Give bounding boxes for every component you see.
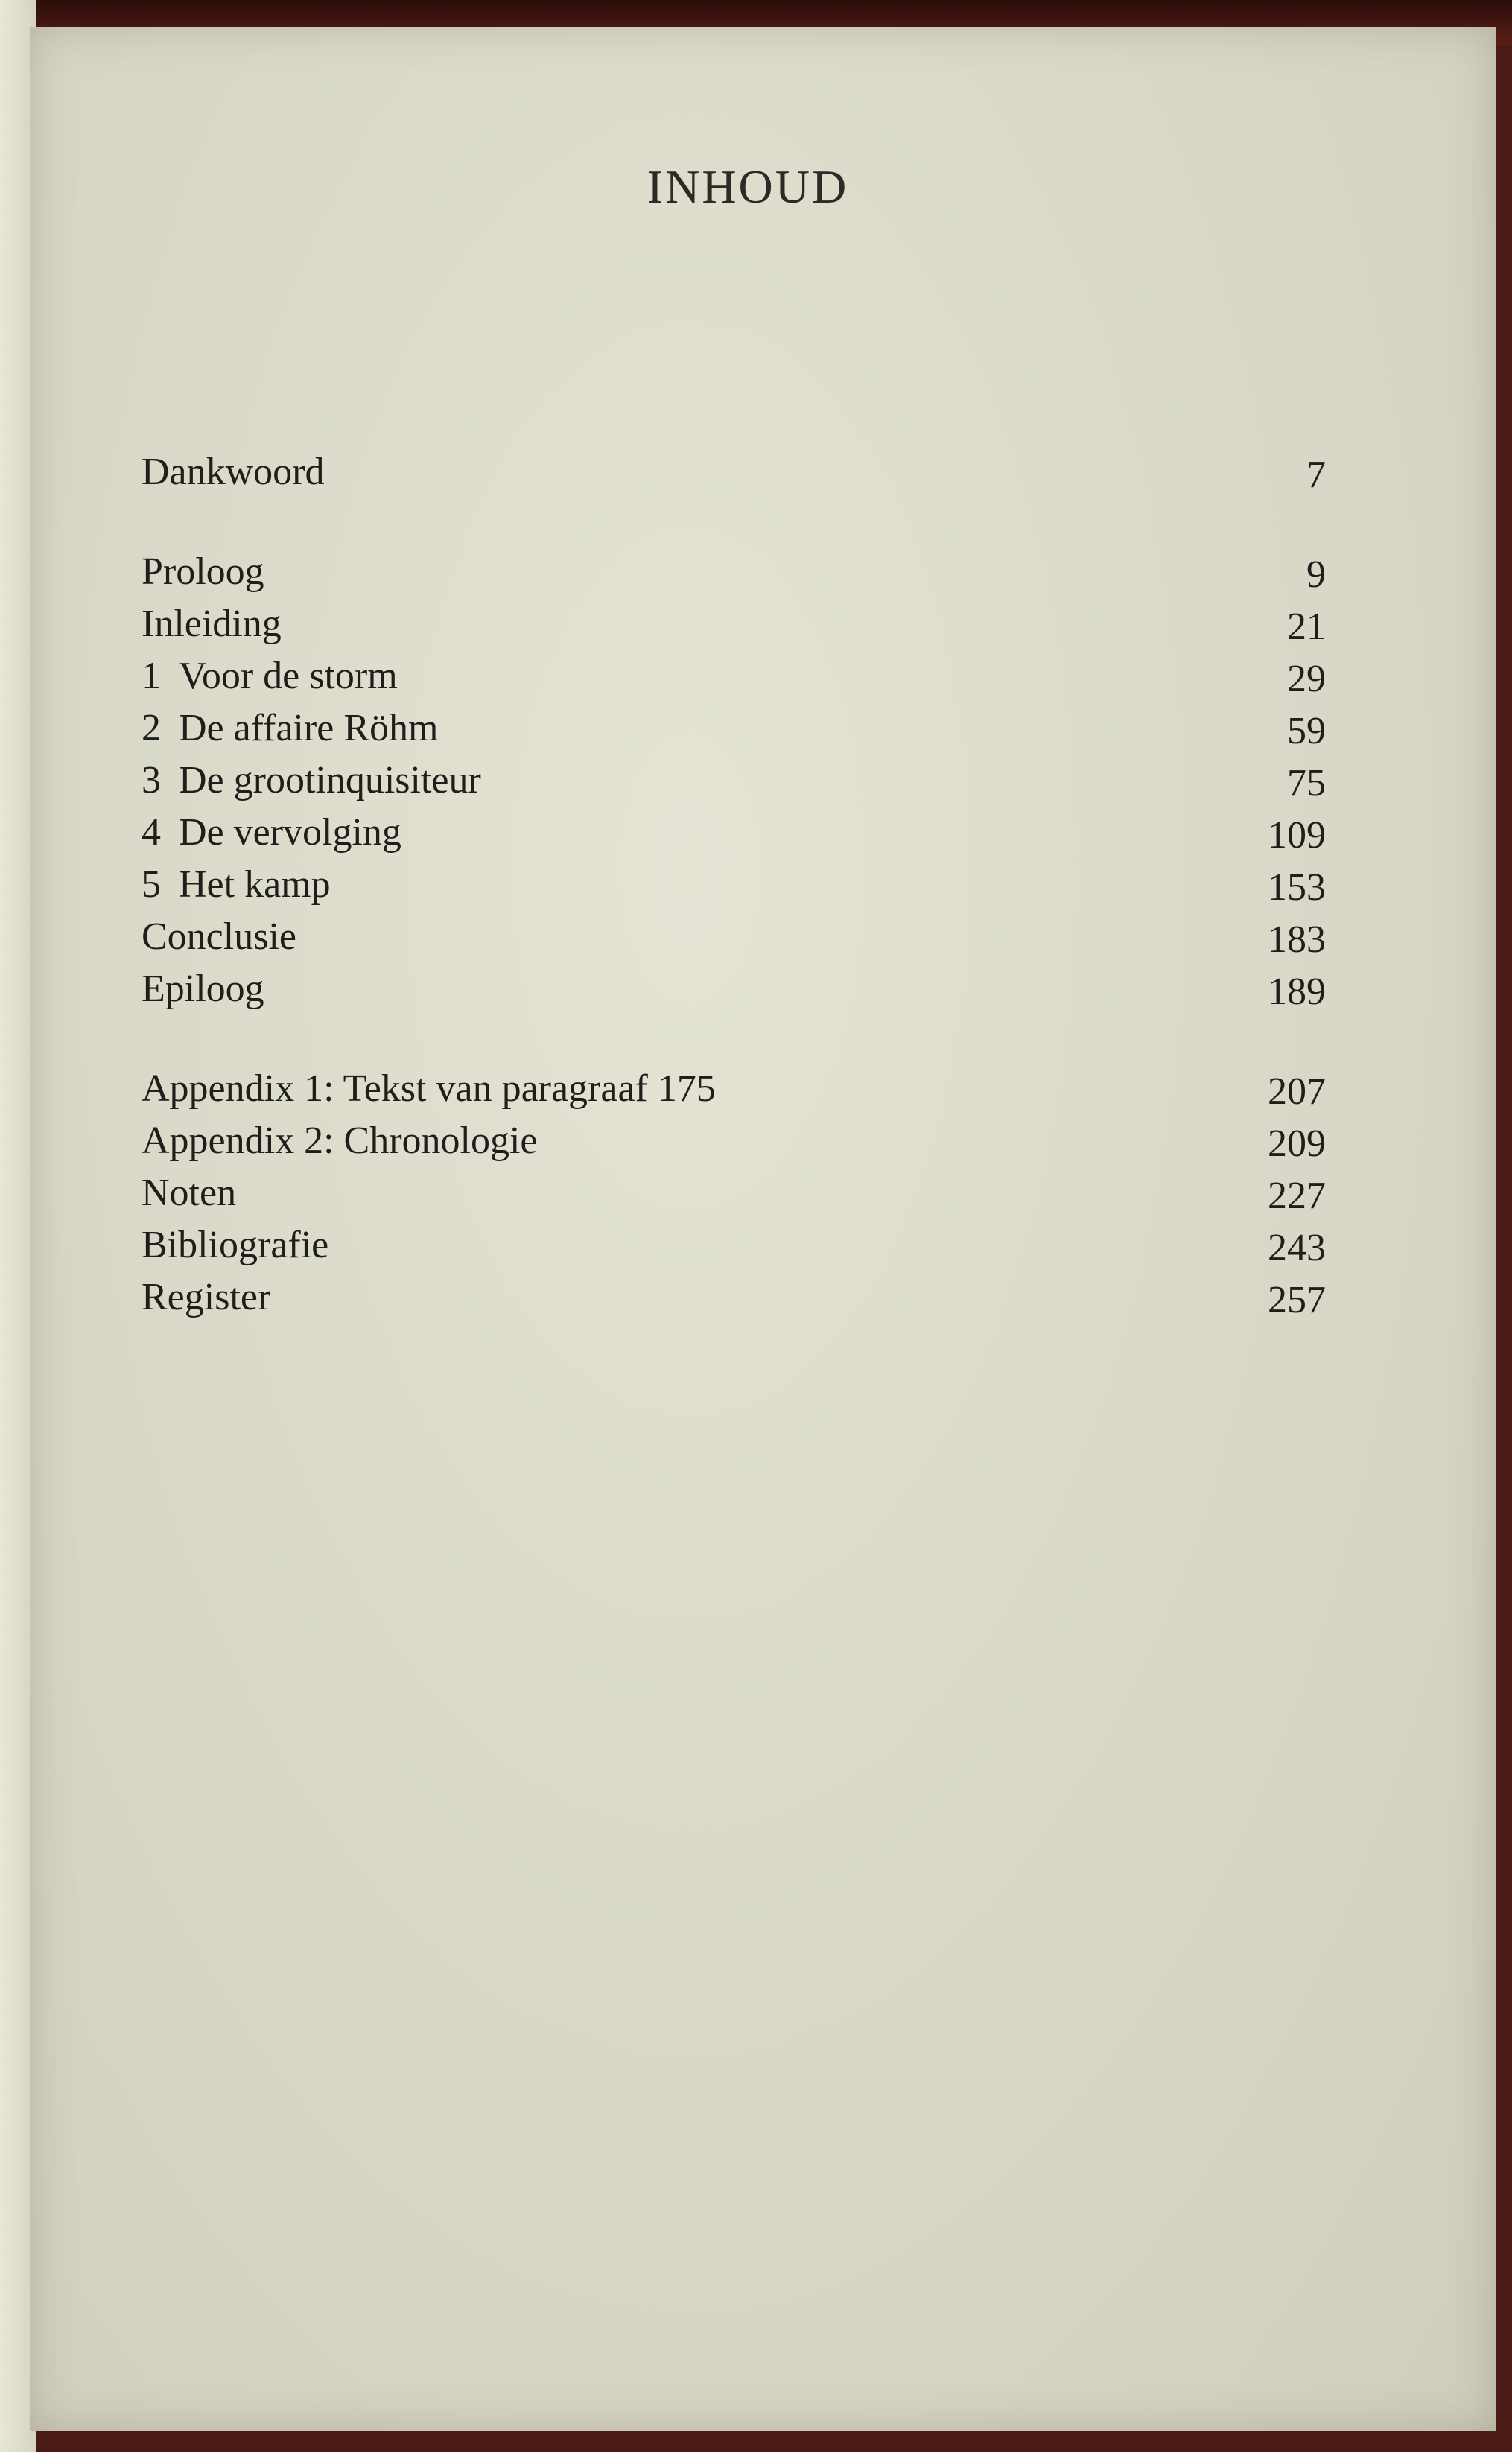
toc-entry — [142, 1269, 1326, 1321]
toc-page-number: 227 — [1268, 1175, 1326, 1217]
toc-entry-label — [142, 863, 331, 906]
toc-entry-title: Inleiding — [142, 603, 282, 645]
toc-entry — [142, 1113, 1326, 1165]
toc-entry-title: De vervolging — [179, 811, 401, 854]
toc-entry-label — [142, 450, 325, 494]
toc-entry-label — [142, 706, 438, 750]
chapter-number: 2 — [142, 707, 161, 749]
toc-entry-title: Conclusie — [142, 915, 296, 958]
toc-entry-title: Proloog — [142, 550, 264, 593]
toc-page-number: 209 — [1268, 1122, 1326, 1165]
chapter-number: 1 — [142, 655, 161, 697]
toc-entry — [142, 1061, 1326, 1113]
toc-entry-label — [142, 1223, 328, 1267]
toc-entry-label — [142, 1119, 538, 1163]
toc-entry — [142, 961, 1326, 1013]
toc-entry-title: Voor de storm — [179, 655, 398, 697]
toc-page-number: 109 — [1268, 814, 1326, 857]
chapter-number: 5 — [142, 863, 161, 906]
toc-entry-title: Appendix 2: Chronologie — [142, 1119, 538, 1162]
toc-page-number: 207 — [1268, 1070, 1326, 1113]
toc-entry-title: Noten — [142, 1172, 237, 1214]
table-of-contents — [142, 444, 1326, 1369]
toc-group — [142, 444, 1326, 496]
toc-entry-title: Appendix 1: Tekst van paragraaf 175 — [142, 1067, 716, 1110]
toc-page-number: 21 — [1287, 606, 1326, 648]
toc-entry-label — [142, 602, 282, 646]
toc-entry-label — [142, 758, 481, 802]
toc-entry — [142, 596, 1326, 648]
toc-group — [142, 1061, 1326, 1321]
toc-entry — [142, 544, 1326, 596]
toc-entry-title: Het kamp — [179, 863, 331, 906]
toc-entry-title: De affaire Röhm — [179, 707, 439, 749]
toc-entry-title: Bibliografie — [142, 1224, 329, 1266]
toc-page-number: 153 — [1268, 866, 1326, 909]
page-title: INHOUD — [647, 160, 849, 213]
toc-page-number: 189 — [1268, 971, 1326, 1013]
toc-entry — [142, 752, 1326, 804]
chapter-number: 3 — [142, 759, 161, 801]
toc-entry-title: Dankwoord — [142, 451, 325, 493]
toc-entry-label — [142, 654, 398, 698]
toc-entry-title: Epiloog — [142, 968, 264, 1010]
toc-entry — [142, 700, 1326, 752]
toc-group — [142, 544, 1326, 1013]
toc-page-number: 183 — [1268, 918, 1326, 961]
toc-entry — [142, 857, 1326, 909]
toc-entry — [142, 1165, 1326, 1217]
book-page — [30, 27, 1496, 2431]
toc-entry — [142, 804, 1326, 857]
toc-page-number: 257 — [1268, 1279, 1326, 1321]
toc-page-number: 29 — [1287, 658, 1326, 700]
toc-entry — [142, 909, 1326, 961]
toc-entry — [142, 1217, 1326, 1269]
chapter-number: 4 — [142, 811, 161, 854]
toc-entry-title: Register — [142, 1276, 271, 1318]
toc-page-number: 59 — [1287, 710, 1326, 752]
toc-page-number: 7 — [1306, 454, 1326, 496]
toc-entry-label — [142, 1275, 270, 1319]
toc-entry-label — [142, 1067, 716, 1111]
toc-entry-label — [142, 1171, 236, 1215]
toc-entry-label — [142, 810, 401, 854]
toc-page-number: 243 — [1268, 1227, 1326, 1269]
toc-entry-label — [142, 550, 264, 594]
toc-page-number: 9 — [1306, 553, 1326, 596]
toc-entry-label — [142, 967, 264, 1011]
toc-entry-label — [142, 915, 296, 959]
toc-entry — [142, 444, 1326, 496]
toc-entry-title: De grootinquisiteur — [179, 759, 481, 801]
toc-entry — [142, 648, 1326, 700]
toc-page-number: 75 — [1287, 762, 1326, 804]
